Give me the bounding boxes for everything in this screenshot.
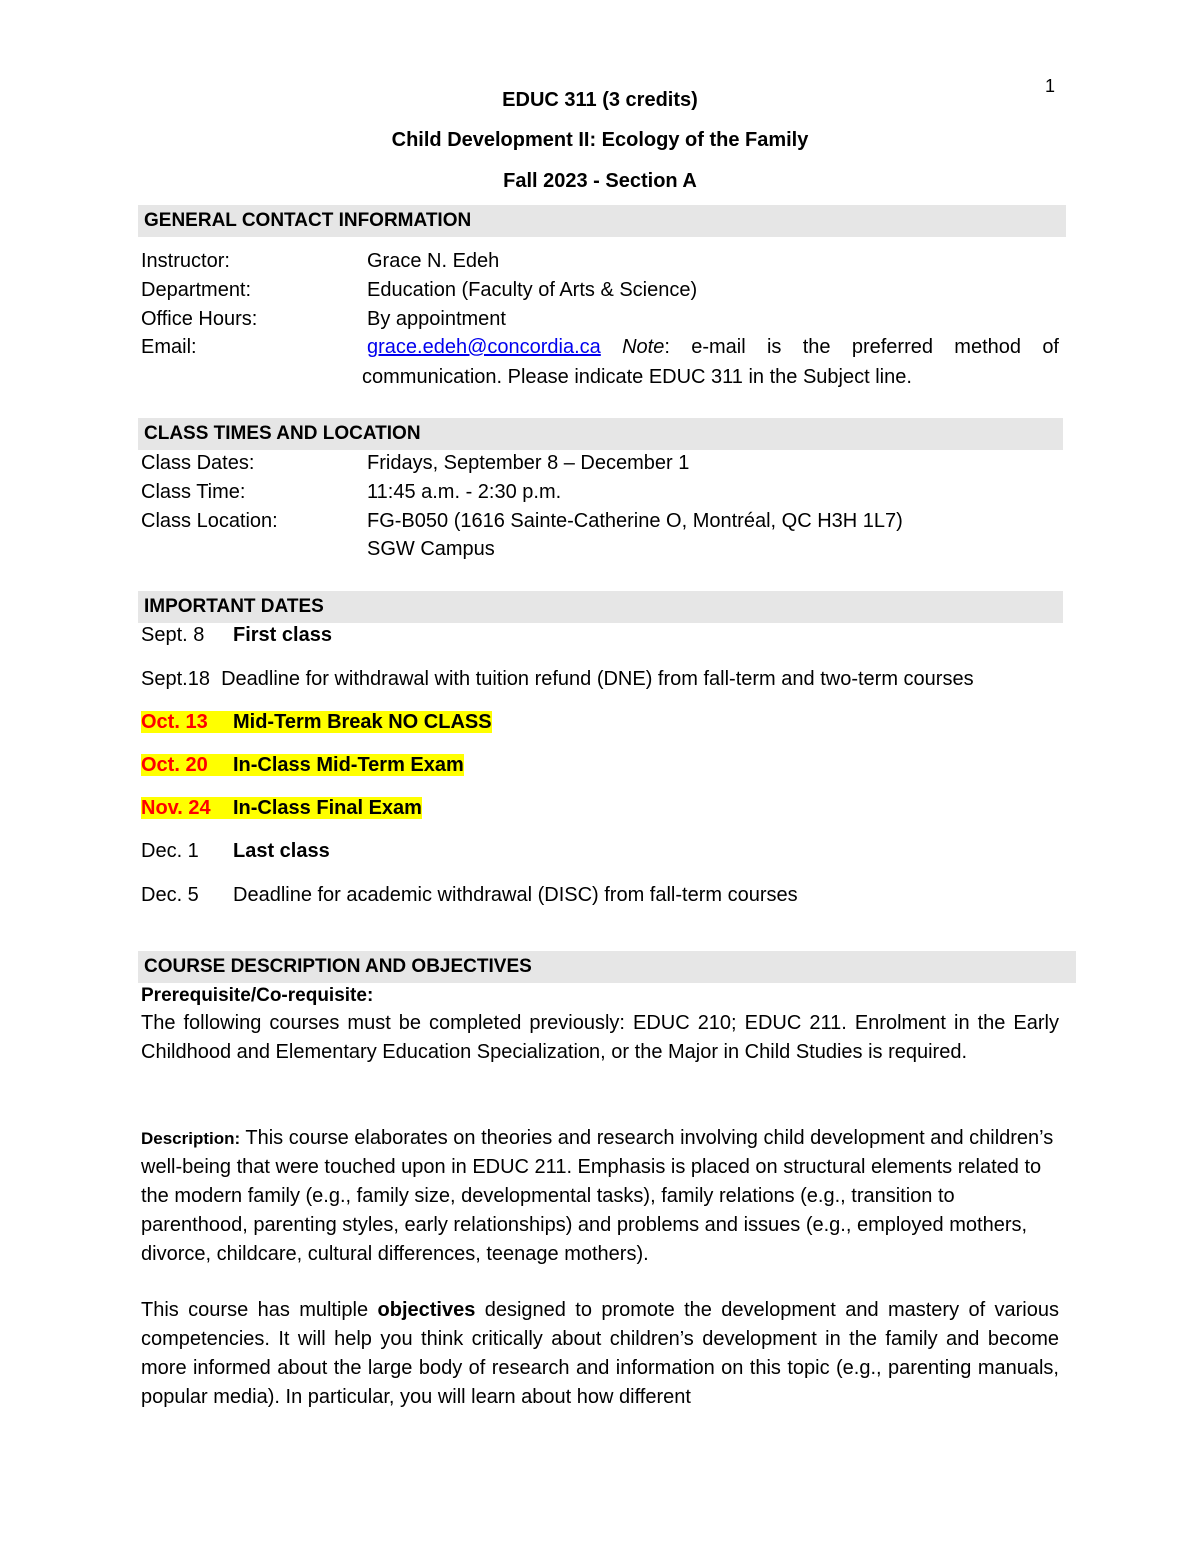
prereq-label: Prerequisite/Co-requisite: xyxy=(141,985,374,1006)
note-label: Note xyxy=(622,336,665,358)
instructor-value: Grace N. Edeh xyxy=(367,250,500,272)
class-time-row xyxy=(141,481,561,504)
email-label: Email: xyxy=(141,336,197,358)
class-times-heading: CLASS TIMES AND LOCATION xyxy=(138,418,1063,450)
class-location-value: FG-B050 (1616 Sainte-Catherine O, Montréal, QC H3H 1L7) xyxy=(367,510,903,532)
date-text: Last class xyxy=(233,840,330,862)
class-time-value: 11:45 a.m. - 2:30 p.m. xyxy=(367,481,562,503)
date-item xyxy=(141,837,330,865)
date-item xyxy=(141,665,974,693)
description-text: This course elaborates on theories and research involving child development and children’s well-being that were touched upon in EDUC 211. Emphasis is placed on structural elements related to the modern family (e.g., family size, developmental tasks), family relations (e.g., transition to parenthood, parenting styles, early relationships) and problems and issues (e.g., employed mothers, divorce, childcare, cultural differences, teenage mothers). xyxy=(141,1127,1054,1265)
objectives-word: objectives xyxy=(377,1299,476,1321)
office-hours-value: By appointment xyxy=(367,308,506,330)
date-label: Sept.18 xyxy=(141,668,210,690)
email-link[interactable]: grace.edeh@concordia.ca xyxy=(367,336,601,358)
class-location-row xyxy=(141,510,903,533)
campus-value: SGW Campus xyxy=(367,538,495,560)
date-text: Deadline for academic withdrawal (DISC) from fall-term courses xyxy=(233,884,798,906)
office-hours-label: Office Hours: xyxy=(141,308,258,330)
class-dates-row xyxy=(141,452,689,475)
date-label: Oct. 20 xyxy=(141,754,208,776)
department-row xyxy=(141,279,697,302)
course-code: EDUC 311 (3 credits) xyxy=(502,89,698,111)
date-label: Dec. 5 xyxy=(141,884,199,906)
objectives-pre: This course has multiple xyxy=(141,1299,378,1321)
date-text: In-Class Mid-Term Exam xyxy=(233,754,464,776)
date-text: In-Class Final Exam xyxy=(233,797,422,819)
department-label: Department: xyxy=(141,279,252,301)
class-time-label: Class Time: xyxy=(141,481,246,503)
date-label: Sept. 8 xyxy=(141,624,205,646)
date-text: Mid-Term Break NO CLASS xyxy=(233,711,492,733)
date-item xyxy=(141,794,422,822)
contact-heading: GENERAL CONTACT INFORMATION xyxy=(138,205,1066,237)
email-note-continued: communication. Please indicate EDUC 311 in the Subject line. xyxy=(362,366,912,388)
course-description-heading: COURSE DESCRIPTION AND OBJECTIVES xyxy=(138,951,1076,983)
date-item xyxy=(141,881,798,909)
description-label: Description: xyxy=(141,1129,241,1148)
date-text: First class xyxy=(233,624,332,646)
date-item xyxy=(141,751,464,779)
department-value: Education (Faculty of Arts & Science) xyxy=(367,279,698,301)
instructor-label: Instructor: xyxy=(141,250,230,272)
description-paragraph xyxy=(141,1124,1059,1269)
course-title: Child Development II: Ecology of the Family xyxy=(391,129,809,151)
course-term: Fall 2023 - Section A xyxy=(503,170,697,192)
important-dates-heading: IMPORTANT DATES xyxy=(138,591,1063,623)
objectives-post: designed to promote the development and mastery of various competencies. It will help you think critically about children’s development in the family and become more informed about the large body of research and information on this topic (e.g., parenting manuals, popular media). In particular, you will learn about how different xyxy=(141,1299,1059,1408)
date-item xyxy=(141,621,332,649)
page-number: 1 xyxy=(1045,76,1056,96)
date-label: Oct. 13 xyxy=(141,711,208,733)
class-dates-label: Class Dates: xyxy=(141,452,255,474)
date-label: Dec. 1 xyxy=(141,840,199,862)
prereq-text: The following courses must be completed previously: EDUC 210; EDUC 211. Enrolment in the Early Childhood and Elementary Education Specialization, or the Major in Child Studies is required. xyxy=(141,1012,1059,1063)
date-text: Deadline for withdrawal with tuition refund (DNE) from fall-term and two-term courses xyxy=(221,668,974,690)
email-row xyxy=(141,336,1059,359)
instructor-row xyxy=(141,250,499,273)
class-location-label: Class Location: xyxy=(141,510,278,532)
class-dates-value: Fridays, September 8 – December 1 xyxy=(367,452,690,474)
date-item xyxy=(141,708,492,736)
office-hours-row xyxy=(141,308,506,331)
note-text: : e-mail is the preferred method of xyxy=(664,336,1059,358)
date-label: Nov. 24 xyxy=(141,797,211,819)
objectives-paragraph xyxy=(141,1296,1059,1412)
